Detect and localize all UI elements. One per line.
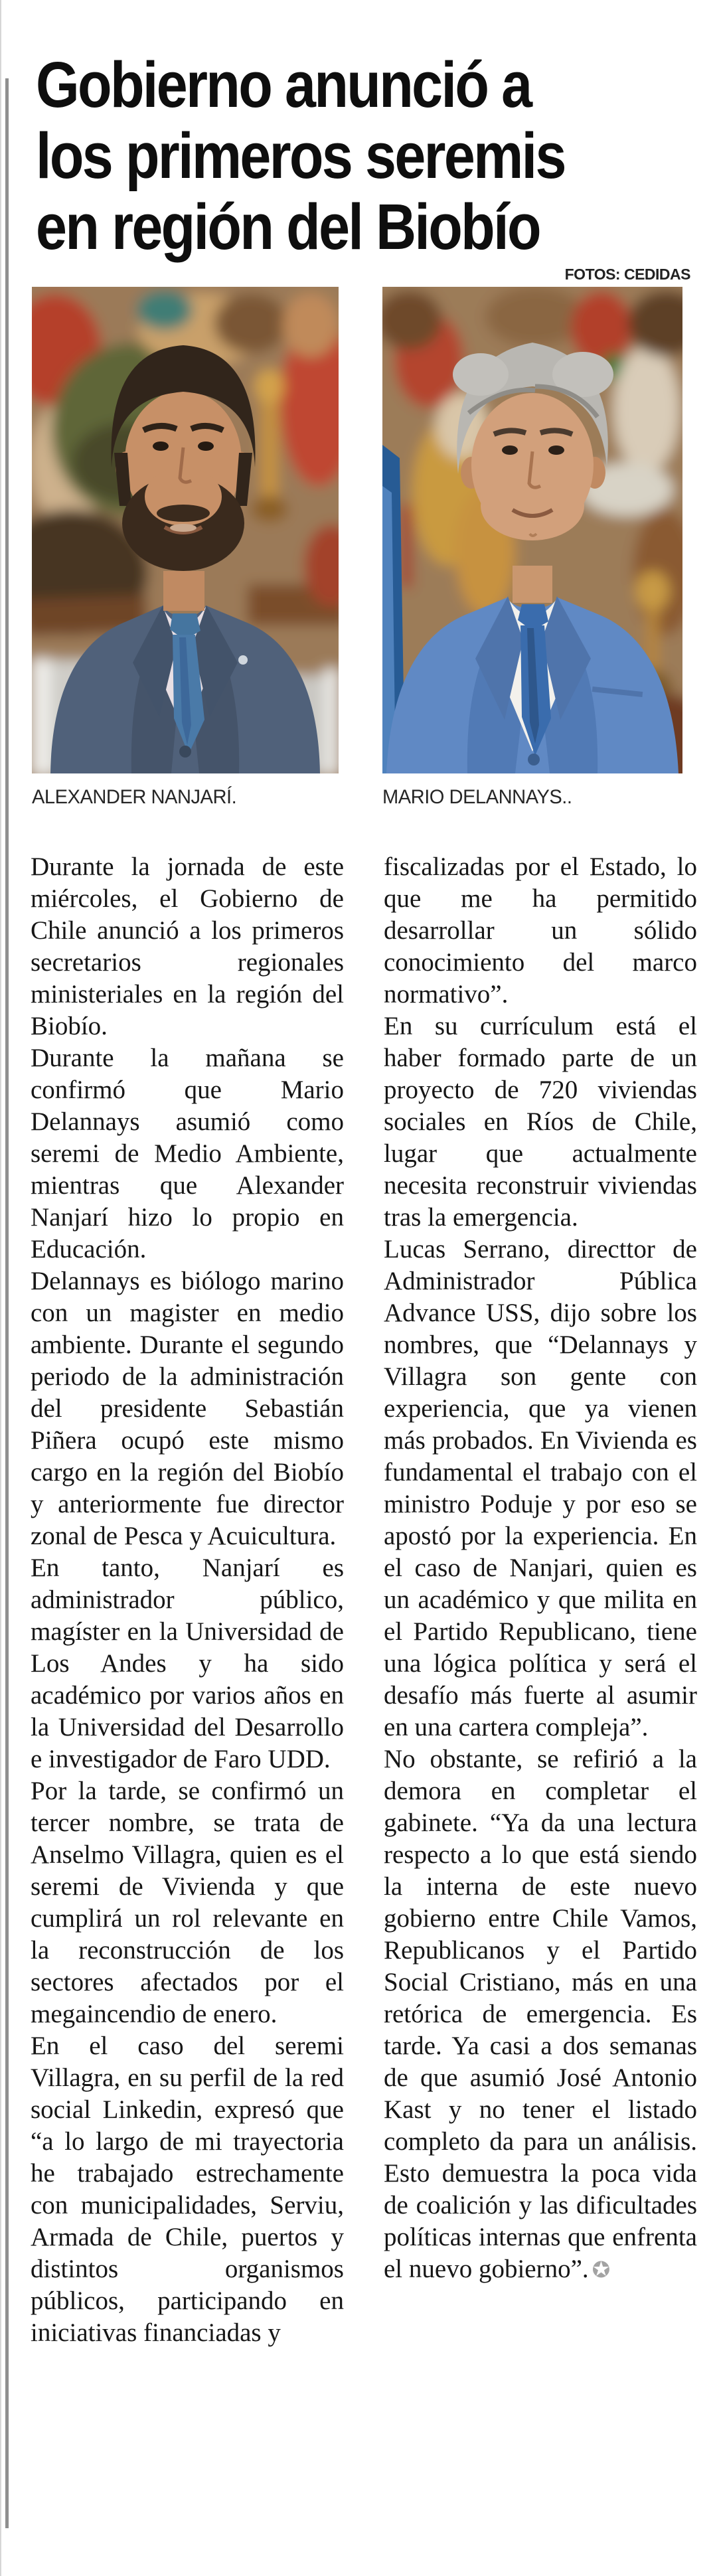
portrait-alexander-nanjari [32,287,339,773]
body-paragraph: En el caso del seremi Villagra, en su perfil de la red social Linkedin, expresó que “a lo largo de mi trayectoria he trabajado estrechamente con municipalidades, Serviu, Armada de Chile, puertos y distintos organismos públicos, participando en iniciativas financiadas y [31,2032,344,2347]
photo-caption-left: ALEXANDER NANJARÍ. [32,786,237,808]
article-body [31,851,697,2349]
body-column-1 [31,851,344,2349]
photo-alexander-nanjari [32,287,339,809]
body-paragraph: Lucas Serrano, directtor de Administrador Pública Advance USS, dijo sobre los nombres, que “Delannays y Villagra son gente con experiencia, que ya vienen más probados. En Vivienda es fundamental el trabajo con el ministro Poduje y por eso se apostó por la experiencia. En el caso de Nanjari, quien es un académico y que milita en el Partido Republicano, tiene una lógica política y será el desafío más fuerte al asumir en una cartera compleja”. [384,1235,697,1741]
body-paragraph: No obstante, se refirió a la demora en completar el gabinete. “Ya da una lectura respecto a lo que está siendo la interna de este nuevo gobierno entre Chile Vamos, Republicanos y el Partido Social Cristiano, más en una retórica de emergencia. Es tarde. Ya casi a dos semanas de que asumió José Antonio Kast y no tener el listado completo da para un análisis. Esto demuestra la poca vida de coalición y las dificultades políticas internas que enfrenta el nuevo gobierno”. ✪ [384,1745,697,2283]
body-paragraph: Durante la jornada de este miércoles, el Gobierno de Chile anunció a los primeros secretarios regionales ministeriales en la región del Biobío. [31,852,344,1040]
photo-credit: FOTOS: CEDIDAS [564,266,690,283]
body-paragraph: Por la tarde, se confirmó un tercer nombre, se trata de Anselmo Villagra, quien es el seremi de Vivienda y que cumplirá un rol relevante en la reconstrucción de los sectores afectados por el megaincendio de enero. [31,1777,344,2028]
headline [36,49,706,262]
body-paragraph: Durante la mañana se confirmó que Mario Delannays asumió como seremi de Medio Ambiente, mientras que Alexander Nanjarí hizo lo propio en Educación. [31,1044,344,1263]
body-paragraph: En tanto, Nanjarí es administrador público, magíster en la Universidad de Los Andes y ha sido académico por varios años en la Universidad del Desarrollo e investigador de Faro UDD. [31,1554,344,1773]
photo-row [32,287,682,809]
body-column-2 [384,851,697,2349]
article-end-mark: ✪ [592,2257,611,2283]
scan-edge-line [0,0,1,2576]
headline-line: Gobierno anunció a [36,48,531,121]
headline-line: los primeros seremis [36,120,565,192]
body-paragraph: fiscalizadas por el Estado, lo que me ha permitido desarrollar un sólido conocimiento del marco normativo”. [384,852,697,1008]
headline-line: en región del Biobío [36,191,540,263]
body-paragraph: En su currículum está el haber formado parte de un proyecto de 720 viviendas sociales en Ríos de Chile, lugar que actualmente necesita reconstruir viviendas tras la emergencia. [384,1012,697,1232]
photo-caption-right: MARIO DELANNAYS.. [382,786,572,808]
portrait-mario-delannays [382,287,682,773]
article-left-rule [5,78,9,2528]
body-paragraph: Delannays es biólogo marino con un magister en medio ambiente. Durante el segundo periodo de la administración del presidente Sebastián Piñera ocupó este mismo cargo en la región del Biobío y anteriormente fue director zonal de Pesca y Acuicultura. [31,1267,344,1550]
photo-mario-delannays [382,287,682,809]
